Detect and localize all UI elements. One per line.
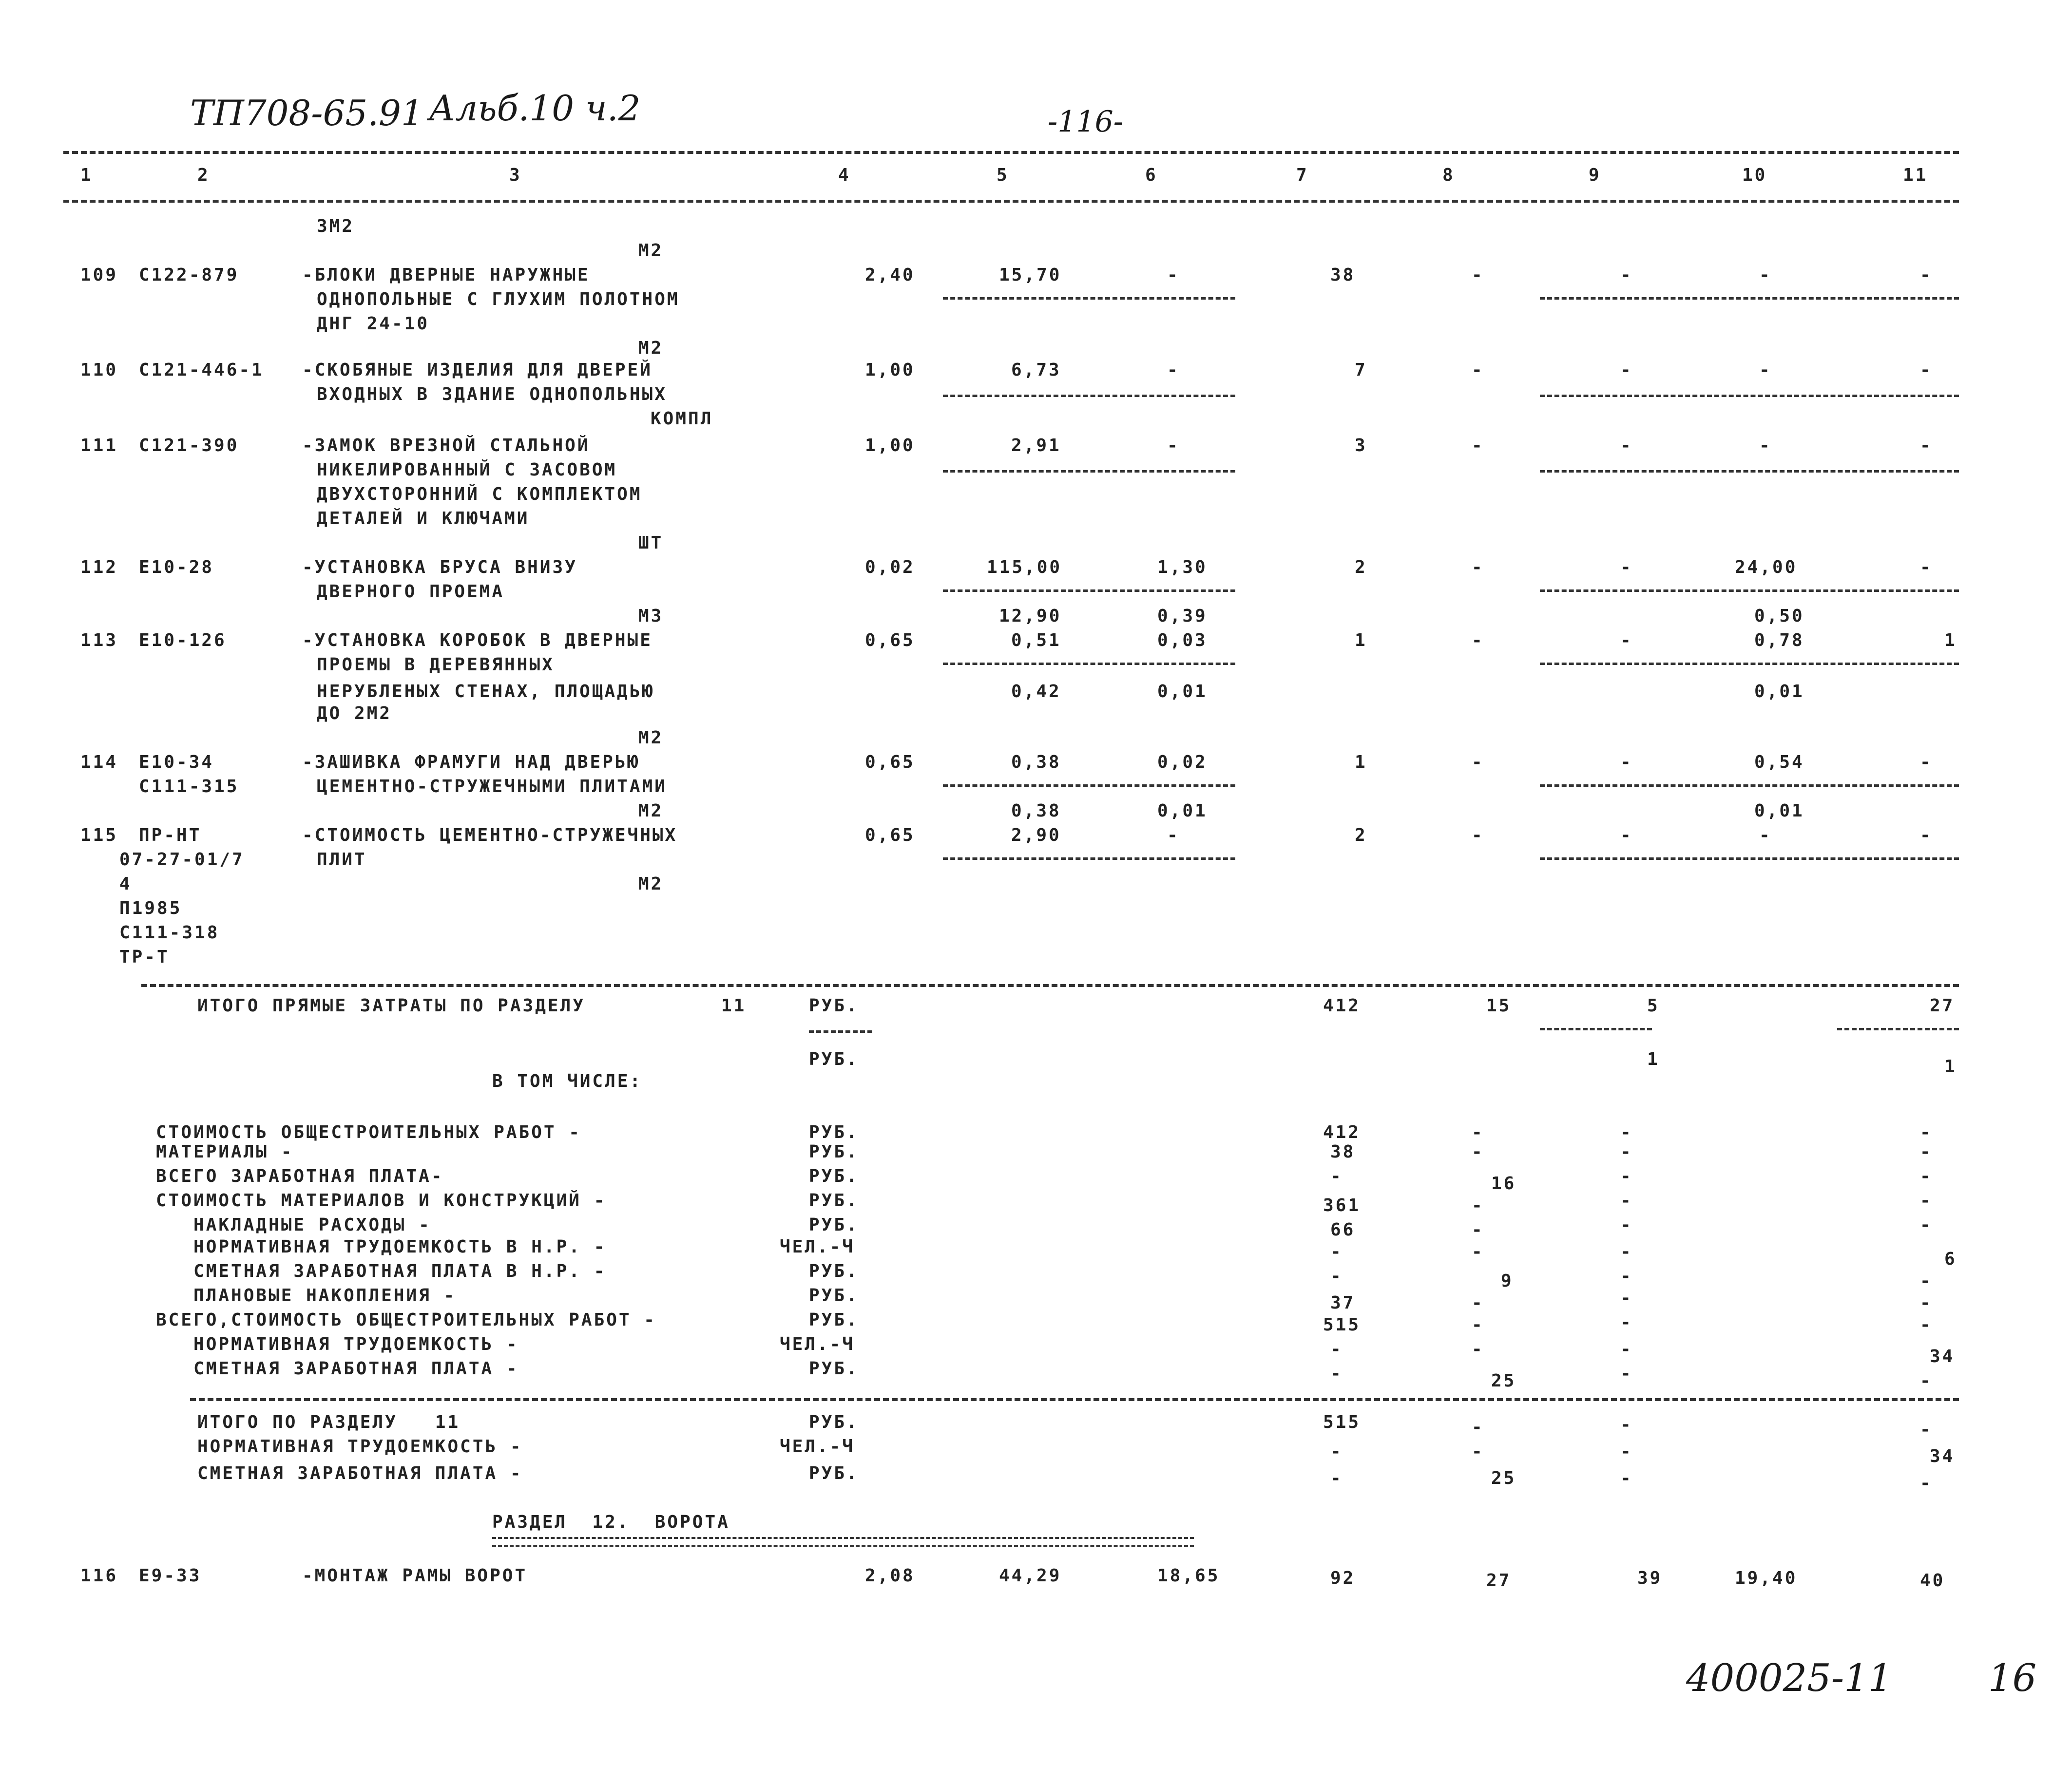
breakdown-col7: - (1330, 1364, 1343, 1384)
cell-col5: 0,38 (1011, 752, 1061, 772)
cell-col10: 0,54 (1754, 752, 1804, 772)
cell-col11: - (1920, 752, 1933, 772)
breakdown-col9: - (1620, 1312, 1633, 1332)
cell-col7: 3 (1355, 436, 1367, 455)
section-total-unit: ЧЕЛ.-Ч (780, 1437, 855, 1457)
breakdown-col7: 361 (1323, 1196, 1361, 1215)
column-number: 2 (197, 165, 210, 185)
breakdown-col8: - (1472, 1339, 1484, 1359)
row-dash (1837, 1028, 1959, 1030)
breakdown-col8: 25 (1491, 1371, 1516, 1391)
row-dash (943, 857, 1235, 860)
breakdown-col7: - (1330, 1166, 1343, 1186)
cell-col8: - (1472, 265, 1484, 285)
column-number: 9 (1589, 165, 1601, 185)
breakdown-label: СТОИМОСТЬ МАТЕРИАЛОВ И КОНСТРУКЦИЙ - (156, 1191, 607, 1211)
cell-col5: 2,90 (1011, 825, 1061, 845)
cell-col8: - (1472, 825, 1484, 845)
cell-col9: - (1620, 265, 1633, 285)
cell-col7: 92 (1330, 1568, 1356, 1588)
cell-col6-b: 0,39 (1157, 606, 1208, 626)
row-code: Е9-33 (139, 1566, 202, 1586)
breakdown-col11: 34 (1930, 1347, 1955, 1366)
cell-col9: - (1620, 752, 1633, 772)
row-number: 110 (80, 360, 118, 380)
row-desc-line: НЕРУБЛЕНЫХ СТЕНАХ, ПЛОЩАДЬЮ (317, 682, 655, 702)
breakdown-col8: - (1472, 1196, 1484, 1215)
row-desc-line: ДО 2М2 (317, 703, 392, 723)
section-total-col7: - (1330, 1468, 1343, 1488)
breakdown-label: СТОИМОСТЬ ОБЩЕСТРОИТЕЛЬНЫХ РАБОТ - (156, 1122, 581, 1142)
breakdown-col9: - (1620, 1142, 1633, 1162)
row-desc-line: -СКОБЯНЫЕ ИЗДЕЛИЯ ДЛЯ ДВЕРЕЙ (302, 360, 652, 380)
total-col11-b: 1 (1944, 1057, 1957, 1077)
breakdown-label: СМЕТНАЯ ЗАРАБОТНАЯ ПЛАТА В Н.Р. - (156, 1261, 607, 1281)
breakdown-unit: РУБ. (809, 1166, 859, 1186)
row-desc-line: -УСТАНОВКА КОРОБОК В ДВЕРНЫЕ (302, 630, 652, 650)
cell-col4: 0,65 (865, 752, 915, 772)
cell-col4: 1,00 (865, 436, 915, 455)
row-desc-line: НИКЕЛИРОВАННЫЙ С ЗАСОВОМ (317, 460, 617, 480)
unit-label: М2 (638, 338, 664, 358)
cell-col6: - (1167, 436, 1180, 455)
breakdown-col11: - (1920, 1122, 1933, 1142)
row-dash (1540, 395, 1959, 397)
cell-col8: - (1472, 360, 1484, 380)
cell-col6: 0,03 (1157, 630, 1208, 650)
breakdown-label: НОРМАТИВНАЯ ТРУДОЕМКОСТЬ - (156, 1334, 519, 1354)
breakdown-col8: - (1472, 1315, 1484, 1335)
row-desc-line: ДЕТАЛЕЙ И КЛЮЧАМИ (317, 509, 530, 529)
breakdown-col11: - (1920, 1215, 1933, 1235)
breakdown-col9: - (1620, 1191, 1633, 1211)
breakdown-col9: - (1620, 1364, 1633, 1384)
section-total-label: НОРМАТИВНАЯ ТРУДОЕМКОСТЬ - (197, 1437, 523, 1457)
cell-col7: 7 (1355, 360, 1367, 380)
cell-col4: 0,02 (865, 557, 915, 577)
breakdown-col9: - (1620, 1122, 1633, 1142)
breakdown-col8: - (1472, 1220, 1484, 1240)
section-total-col7: - (1330, 1442, 1343, 1461)
row-desc-line: -ЗАШИВКА ФРАМУГИ НАД ДВЕРЬЮ (302, 752, 640, 772)
unit-label: М2 (638, 801, 664, 821)
row-desc-line: -УСТАНОВКА БРУСА ВНИЗУ (302, 557, 577, 577)
breakdown-label: ВСЕГО ЗАРАБОТНАЯ ПЛАТА- (156, 1166, 444, 1186)
row-desc-line: -СТОИМОСТЬ ЦЕМЕНТНО-СТРУЖЕЧНЫХ (302, 825, 678, 845)
breakdown-col11: - (1920, 1371, 1933, 1391)
section-total-label: ИТОГО ПО РАЗДЕЛУ 11 (197, 1412, 460, 1432)
breakdown-unit: РУБ. (809, 1286, 859, 1306)
cell-col10: 19,40 (1735, 1568, 1798, 1588)
section-total-col11: 34 (1930, 1446, 1955, 1466)
row-number: 113 (80, 630, 118, 650)
cell-col5-b: 0,38 (1011, 801, 1061, 821)
row-desc-line: -ЗАМОК ВРЕЗНОЙ СТАЛЬНОЙ (302, 436, 590, 455)
cell-col4: 2,08 (865, 1566, 915, 1586)
column-number: 3 (509, 165, 522, 185)
breakdown-col8: 9 (1501, 1271, 1514, 1291)
breakdown-col11: - (1920, 1142, 1933, 1162)
row-dash (943, 589, 1235, 592)
row-desc-line: КОМПЛ (651, 409, 713, 429)
row-dash (1540, 589, 1959, 592)
album-reference: Альб.10 ч.2 (429, 88, 641, 129)
column-number: 6 (1145, 165, 1158, 185)
including-label: В ТОМ ЧИСЛЕ: (492, 1071, 643, 1091)
row-code-line: ТР-Т (119, 947, 170, 967)
section-total-label: СМЕТНАЯ ЗАРАБОТНАЯ ПЛАТА - (197, 1463, 523, 1483)
row-code: Е10-126 (139, 630, 227, 650)
total-unit-2: РУБ. (809, 1049, 859, 1069)
document-code: ТП708-65.91 (190, 93, 423, 133)
total-col9: 5 (1647, 996, 1660, 1016)
totals-rule (141, 984, 1959, 987)
breakdown-col7: - (1330, 1242, 1343, 1262)
unit-label: ШТ (638, 533, 664, 553)
row-number: 111 (80, 436, 118, 455)
row-dash (1540, 470, 1959, 473)
cell-col11: - (1920, 825, 1933, 845)
cell-col10-b: 0,01 (1754, 682, 1804, 702)
breakdown-label: ПЛАНОВЫЕ НАКОПЛЕНИЯ - (156, 1286, 457, 1306)
cell-col9: - (1620, 825, 1633, 845)
breakdown-col7: - (1330, 1266, 1343, 1286)
cell-col5: 15,70 (999, 265, 1062, 285)
breakdown-col8: - (1472, 1293, 1484, 1313)
total-col8: 15 (1486, 996, 1512, 1016)
cell-col6: - (1167, 825, 1180, 845)
row-dash (943, 784, 1235, 787)
breakdown-label: НАКЛАДНЫЕ РАСХОДЫ - (156, 1215, 431, 1235)
cell-col6: 1,30 (1157, 557, 1208, 577)
breakdown-unit: ЧЕЛ.-Ч (780, 1334, 855, 1354)
row-number: 116 (80, 1566, 118, 1586)
row-desc-line: ЦЕМЕНТНО-СТРУЖЕЧНЫМИ ПЛИТАМИ (317, 777, 667, 797)
section-total-col8: 25 (1491, 1468, 1516, 1488)
breakdown-col7: 66 (1330, 1220, 1356, 1240)
row-code-line: 07-27-01/7 (119, 850, 245, 870)
section-total-col11: - (1920, 1473, 1933, 1493)
breakdown-unit: РУБ. (809, 1310, 859, 1330)
row-number: 109 (80, 265, 118, 285)
row-desc-line: ДНГ 24-10 (317, 314, 430, 334)
breakdown-unit: ЧЕЛ.-Ч (780, 1237, 855, 1257)
cell-col10: 0,78 (1754, 630, 1804, 650)
total-section: 11 (721, 996, 747, 1016)
row-code-line: 4 (119, 874, 132, 894)
breakdown-label: НОРМАТИВНАЯ ТРУДОЕМКОСТЬ В Н.Р. - (156, 1237, 607, 1257)
row-dash (943, 663, 1235, 665)
row-number: 112 (80, 557, 118, 577)
unit-label: М3 (638, 606, 664, 626)
total-unit: РУБ. (809, 996, 859, 1016)
cell-col4: 2,40 (865, 265, 915, 285)
breakdown-col9: - (1620, 1242, 1633, 1262)
cell-col6: - (1167, 265, 1180, 285)
cell-col7: 2 (1355, 825, 1367, 845)
row-number: 114 (80, 752, 118, 772)
breakdown-col9: - (1620, 1288, 1633, 1308)
cell-col5: 115,00 (987, 557, 1062, 577)
row-code-line: С111-315 (139, 777, 239, 797)
column-number: 5 (997, 165, 1009, 185)
column-number: 8 (1442, 165, 1455, 185)
breakdown-col7: 37 (1330, 1293, 1356, 1313)
cell-col5-b: 0,42 (1011, 682, 1061, 702)
total-col11: 27 (1930, 996, 1955, 1016)
section-total-col11: - (1920, 1420, 1933, 1440)
cell-col11: - (1920, 557, 1933, 577)
cell-col5: 0,51 (1011, 630, 1061, 650)
section-total-unit: РУБ. (809, 1412, 859, 1432)
breakdown-col11: - (1920, 1166, 1933, 1186)
column-number: 1 (80, 165, 93, 185)
cell-col8: - (1472, 752, 1484, 772)
section-total-col7: 515 (1323, 1412, 1361, 1432)
breakdown-unit: РУБ. (809, 1142, 859, 1162)
cell-col4: 0,65 (865, 825, 915, 845)
row-dash (943, 297, 1235, 300)
row-code: Е10-28 (139, 557, 214, 577)
total-col7: 412 (1323, 996, 1361, 1016)
breakdown-label: МАТЕРИАЛЫ - (156, 1142, 294, 1162)
row-code: С121-446-1 (139, 360, 264, 380)
cell-col5: 6,73 (1011, 360, 1061, 380)
section-total-col8: - (1472, 1442, 1484, 1461)
cell-col10: - (1759, 265, 1772, 285)
cell-col6: 0,02 (1157, 752, 1208, 772)
section-total-col8: - (1472, 1417, 1484, 1437)
breakdown-col7: 412 (1323, 1122, 1361, 1142)
row-code: Е10-34 (139, 752, 214, 772)
cell-col9: - (1620, 557, 1633, 577)
breakdown-col9: - (1620, 1339, 1633, 1359)
cell-col11: - (1920, 360, 1933, 380)
cell-col9: - (1620, 360, 1633, 380)
cell-col10-b: 0,50 (1754, 606, 1804, 626)
footer-code: 400025-11 (1686, 1656, 1893, 1700)
unit-label: М2 (638, 241, 664, 261)
cell-col6-b: 0,01 (1157, 682, 1208, 702)
unit-label: М2 (638, 728, 664, 748)
row-dash (1540, 857, 1959, 860)
column-number: 10 (1742, 165, 1767, 185)
cell-col7: 1 (1355, 752, 1367, 772)
breakdown-col9: - (1620, 1266, 1633, 1286)
row-desc-line: ВХОДНЫХ В ЗДАНИЕ ОДНОПОЛЬНЫХ (317, 384, 667, 404)
breakdown-col11: - (1920, 1271, 1933, 1291)
unit-dash (809, 1030, 872, 1033)
cell-col7: 1 (1355, 630, 1367, 650)
row-code-line: С111-318 (119, 923, 220, 943)
breakdown-col7: 515 (1323, 1315, 1361, 1335)
row-desc-line: ПЛИТ (317, 850, 367, 870)
total-col9-b: 1 (1647, 1049, 1660, 1069)
cell-col11: 40 (1920, 1571, 1945, 1591)
row-code: С121-390 (139, 436, 239, 455)
cell-col6: 18,65 (1157, 1566, 1220, 1586)
footer-sheet-number: 16 (1988, 1656, 2037, 1700)
row-dash (1540, 297, 1959, 300)
cell-col7: 2 (1355, 557, 1367, 577)
cell-col10-b: 0,01 (1754, 801, 1804, 821)
cell-col10: - (1759, 436, 1772, 455)
section-total-col9: - (1620, 1442, 1633, 1461)
breakdown-unit: РУБ. (809, 1261, 859, 1281)
cell-col10: - (1759, 825, 1772, 845)
cell-col8: - (1472, 436, 1484, 455)
breakdown-col11: - (1920, 1293, 1933, 1313)
header-rule-bottom (63, 200, 1959, 203)
row-dash (943, 470, 1235, 473)
cell-col5-b: 12,90 (999, 606, 1062, 626)
row-desc-line: -МОНТАЖ РАМЫ ВОРОТ (302, 1566, 528, 1586)
section-12-title: РАЗДЕЛ 12. ВОРОТА (492, 1512, 730, 1532)
cell-col6-b: 0,01 (1157, 801, 1208, 821)
breakdown-unit: РУБ. (809, 1359, 859, 1379)
row-desc-line: ОДНОПОЛЬНЫЕ С ГЛУХИМ ПОЛОТНОМ (317, 289, 680, 309)
breakdown-col7: 38 (1330, 1142, 1356, 1162)
breakdown-col9: - (1620, 1215, 1633, 1235)
row-dash (1540, 1028, 1652, 1030)
column-number: 11 (1903, 165, 1928, 185)
row-desc-line: ДВУХСТОРОННИЙ С КОМПЛЕКТОМ (317, 484, 642, 504)
breakdown-col8: - (1472, 1142, 1484, 1162)
cell-col4: 1,00 (865, 360, 915, 380)
row-code: ПР-НТ (139, 825, 202, 845)
cell-col5: 44,29 (999, 1566, 1062, 1586)
header-rule-top (63, 151, 1959, 154)
cell-col8: 27 (1486, 1571, 1512, 1591)
section-total-col9: - (1620, 1415, 1633, 1435)
cell-col4: 0,65 (865, 630, 915, 650)
cell-col9: 39 (1637, 1568, 1663, 1588)
breakdown-label: ВСЕГО,СТОИМОСТЬ ОБЩЕСТРОИТЕЛЬНЫХ РАБОТ - (156, 1310, 656, 1330)
breakdown-col8: - (1472, 1242, 1484, 1262)
cell-col5: 2,91 (1011, 436, 1061, 455)
breakdown-unit: РУБ. (809, 1215, 859, 1235)
cell-col8: - (1472, 557, 1484, 577)
breakdown-unit: РУБ. (809, 1122, 859, 1142)
cell-col10: 24,00 (1735, 557, 1798, 577)
carry-unit: ЗМ2 (317, 216, 355, 236)
row-dash (1540, 663, 1959, 665)
cell-col10: - (1759, 360, 1772, 380)
column-number: 4 (838, 165, 851, 185)
cell-col11: 1 (1944, 630, 1957, 650)
breakdown-col8: 16 (1491, 1174, 1516, 1194)
row-code-line: П1985 (119, 898, 182, 918)
row-desc-line: ДВЕРНОГО ПРОЕМА (317, 582, 505, 602)
row-number: 115 (80, 825, 118, 845)
cell-col11: - (1920, 265, 1933, 285)
section-total-rule (190, 1398, 1959, 1401)
cell-col8: - (1472, 630, 1484, 650)
cell-col7: 38 (1330, 265, 1356, 285)
cell-col6: - (1167, 360, 1180, 380)
cell-col9: - (1620, 436, 1633, 455)
page-number: -116- (1048, 105, 1124, 139)
row-dash (943, 395, 1235, 397)
total-label: ИТОГО ПРЯМЫЕ ЗАТРАТЫ ПО РАЗДЕЛУ (197, 996, 585, 1016)
breakdown-unit: РУБ. (809, 1191, 859, 1211)
row-desc-line: -БЛОКИ ДВЕРНЫЕ НАРУЖНЫЕ (302, 265, 590, 285)
row-dash (1540, 784, 1959, 787)
section-total-col9: - (1620, 1468, 1633, 1488)
breakdown-col11: 6 (1944, 1249, 1957, 1269)
unit-label: М2 (638, 874, 664, 894)
row-code: С122-879 (139, 265, 239, 285)
cell-col11: - (1920, 436, 1933, 455)
cell-col9: - (1620, 630, 1633, 650)
breakdown-col9: - (1620, 1166, 1633, 1186)
column-number: 7 (1296, 165, 1309, 185)
breakdown-label: СМЕТНАЯ ЗАРАБОТНАЯ ПЛАТА - (156, 1359, 519, 1379)
row-desc-line: ПРОЕМЫ В ДЕРЕВЯННЫХ (317, 655, 555, 675)
section-12-underline (492, 1537, 1194, 1547)
breakdown-col11: - (1920, 1315, 1933, 1335)
section-total-unit: РУБ. (809, 1463, 859, 1483)
breakdown-col8: - (1472, 1122, 1484, 1142)
breakdown-col7: - (1330, 1339, 1343, 1359)
breakdown-col11: - (1920, 1191, 1933, 1211)
